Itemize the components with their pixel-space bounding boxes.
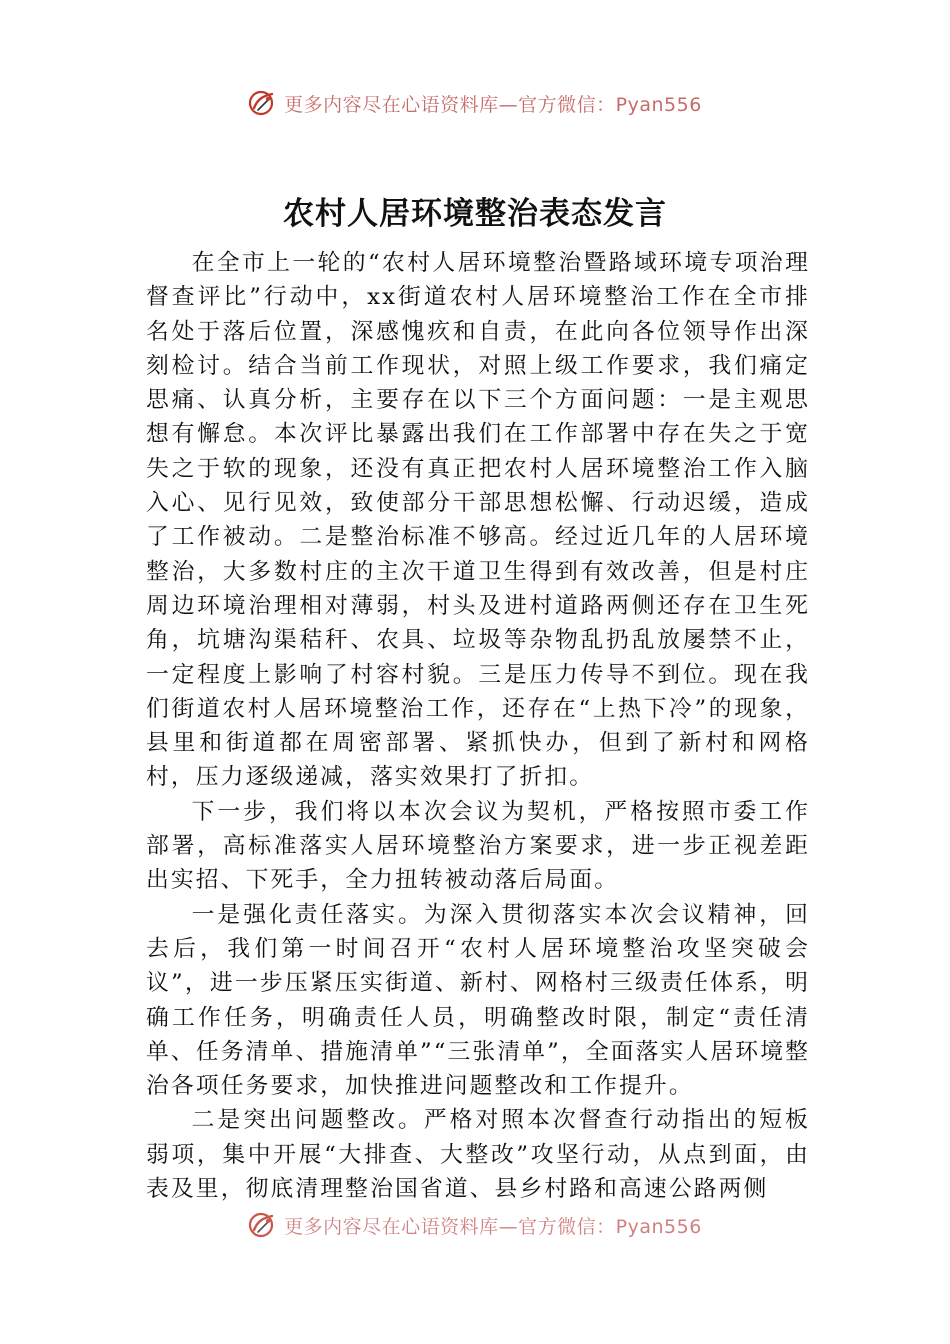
watermark-footer xyxy=(0,1208,950,1242)
paragraph: 二是突出问题整改。严格对照本次督查行动指出的短板弱项，集中开展“大排查、大整改”攻坚行动，从点到面，由表及里，彻底清理整治国省道、县乡村路和高速公路两侧 xyxy=(146,1107,810,1203)
document-title: 农村人居环境整治表态发言 xyxy=(283,196,667,232)
brand-logo-icon xyxy=(248,1210,278,1240)
brand-logo-icon xyxy=(248,88,278,118)
paragraph: 一是强化责任落实。为深入贯彻落实本次会议精神，回去后，我们第一时间召开“农村人居环境整治攻坚突破会议”，进一步压紧压实街道、新村、网格村三级责任体系，明确工作任务，明确责任人员，明确整改时限，制定“责任清单、任务清单、措施清单”“三张清单”，全面落实人居环境整治各项任务要求，加快推进问题整改和工作提升。 xyxy=(146,901,810,1100)
watermark-header xyxy=(0,86,950,120)
paragraph: 下一步，我们将以本次会议为契机，严格按照市委工作部署，高标准落实人居环境整治方案要求，进一步正视差距出实招、下死手，全力扭转被动落后局面。 xyxy=(146,798,810,894)
document-body xyxy=(146,246,810,1212)
watermark-text: 更多内容尽在心语资料库—官方微信：Pyan556 xyxy=(284,93,702,116)
watermark-text: 更多内容尽在心语资料库—官方微信：Pyan556 xyxy=(284,1215,702,1238)
paragraph: 在全市上一轮的“农村人居环境整治暨路域环境专项治理督查评比”行动中，xx街道农村人居环境整治工作在全市排名处于落后位置，深感愧疚和自责，在此向各位领导作出深刻检讨。结合当前工作现状，对照上级工作要求，我们痛定思痛、认真分析，主要存在以下三个方面问题：一是主观思想有懈怠。本次评比暴露出我们在工作部署中存在失之于宽失之于软的现象，还没有真正把农村人居环境整治工作入脑入心、见行见效，致使部分干部思想松懈、行动迟缓，造成了工作被动。二是整治标准不够高。经过近几年的人居环境整治，大多数村庄的主次干道卫生得到有效改善，但是村庄周边环境治理相对薄弱，村头及进村道路两侧还存在卫生死角，坑塘沟渠秸秆、农具、垃圾等杂物乱扔乱放屡禁不止，一定程度上影响了村容村貌。三是压力传导不到位。现在我们街道农村人居环境整治工作，还存在“上热下冷”的现象，县里和街道都在周密部署、紧抓快办，但到了新村和网格村，压力逐级递减，落实效果打了折扣。 xyxy=(146,250,810,791)
